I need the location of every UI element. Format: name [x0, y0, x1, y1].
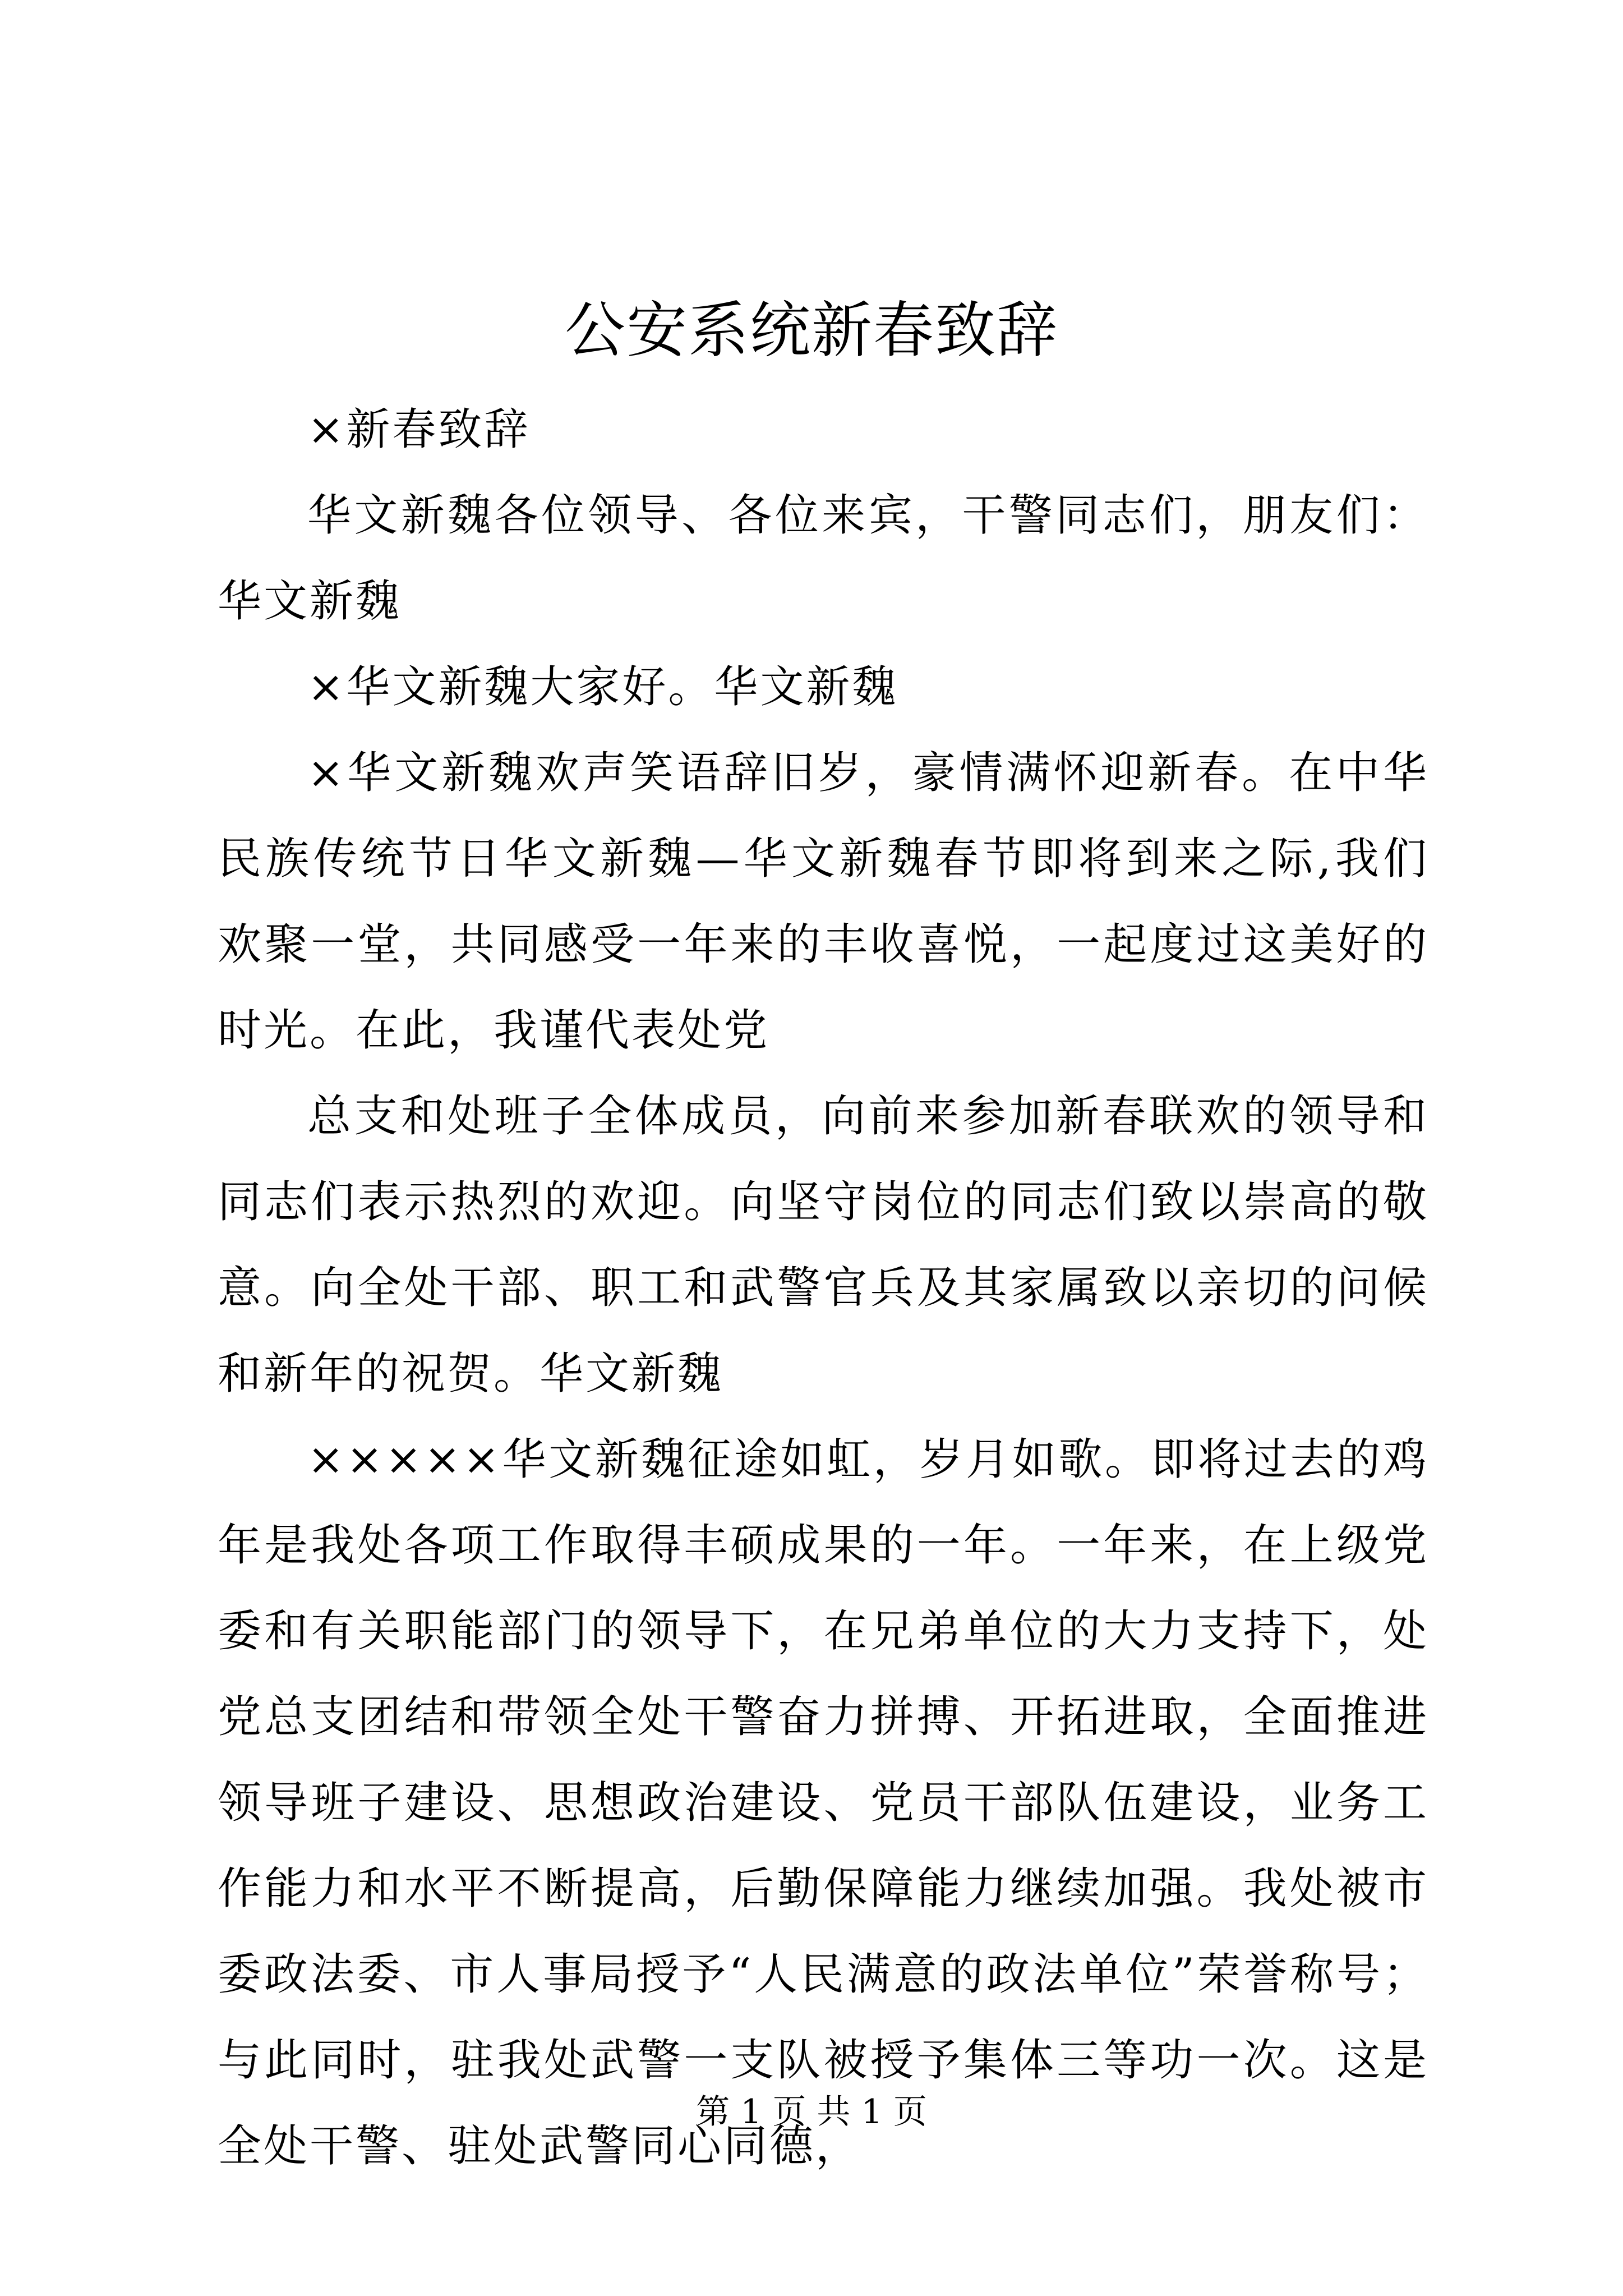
paragraph-4: ×华文新魏欢声笑语辞旧岁，豪情满怀迎新春。在中华民族传统节日华文新魏—华文新魏春节即将到来之际,我们欢聚一堂，共同感受一年来的丰收喜悦，一起度过这美好的时光。在此，我谨代表处党 — [218, 748, 1429, 1056]
document-body — [218, 387, 1429, 2189]
paragraph-3: ×华文新魏大家好。华文新魏 — [307, 662, 898, 712]
paragraph-2: 华文新魏各位领导、各位来宾，干警同志们，朋友们：华文新魏 — [218, 490, 1429, 627]
paragraph-5: 总支和处班子全体成员，向前来参加新春联欢的领导和同志们表示热烈的欢迎。向坚守岗位的同志们致以崇高的敬意。向全处干部、职工和武警官兵及其家属致以亲切的问候和新年的祝贺。华文新魏 — [218, 1091, 1429, 1399]
paragraph-1: ×新春致辞 — [307, 404, 531, 455]
document-title: 公安系统新春致辞 — [564, 296, 1058, 366]
page-footer: 第 1 页 共 1 页 — [696, 2092, 927, 2132]
paragraph-6: ×××××华文新魏征途如虹，岁月如歌。即将过去的鸡年是我处各项工作取得丰硕成果的一年。一年来，在上级党委和有关职能部门的领导下，在兄弟单位的大力支持下，处党总支团结和带领全处干警奋力拼搏、开拓进取，全面推进领导班子建设、思想政治建设、党员干部队伍建设，业务工作能力和水平不断提高，后勤保障能力继续加强。我处被市委政法委、市人事局授予“人民满意的政法单位”荣誉称号；与此同时，驻我处武警一支队被授予集体三等功一次。这是全处干警、驻处武警同心同德， — [218, 1434, 1429, 2171]
